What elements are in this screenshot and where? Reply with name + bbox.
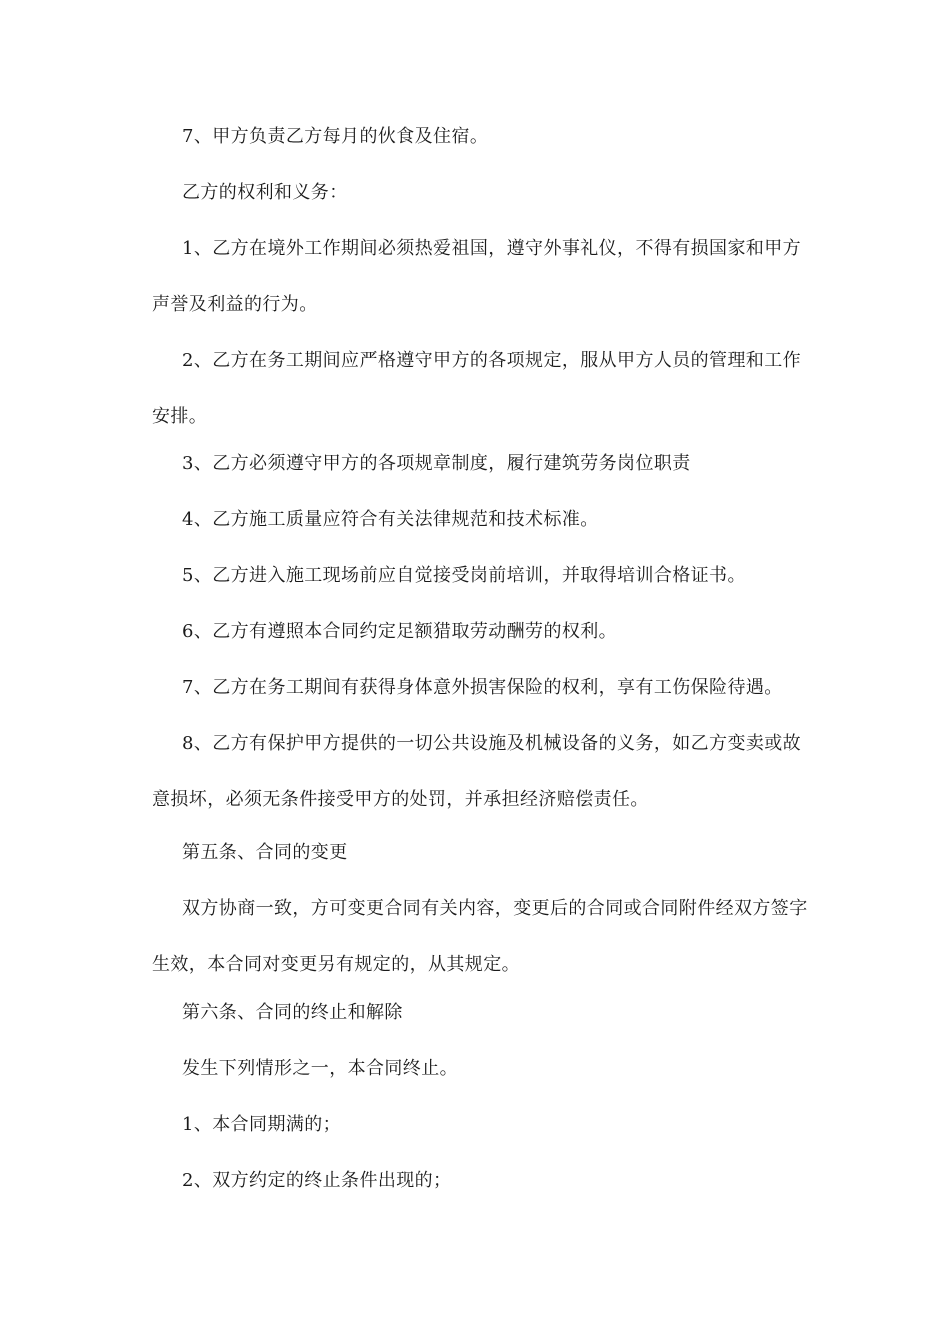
paragraph: 2、乙方在务工期间应严格遵守甲方的各项规定，服从甲方人员的管理和工作安排。: [152, 350, 802, 427]
section-heading: 第六条、合同的终止和解除: [182, 1002, 403, 1023]
paragraph: 8、乙方有保护甲方提供的一切公共设施及机械设备的义务，如乙方变卖或故意损坏，必须无条件接受甲方的处罚，并承担经济赔偿责任。: [152, 733, 802, 810]
section-heading: 第五条、合同的变更: [182, 842, 348, 863]
paragraph: 5、乙方进入施工现场前应自觉接受岗前培训，并取得培训合格证书。: [182, 565, 746, 586]
paragraph: 4、乙方施工质量应符合有关法律规范和技术标准。: [182, 509, 599, 530]
paragraph: 7、乙方在务工期间有获得身体意外损害保险的权利，享有工伤保险待遇。: [182, 677, 783, 698]
paragraph: 1、本合同期满的；: [182, 1114, 342, 1135]
paragraph: 双方协商一致，方可变更合同有关内容，变更后的合同或合同附件经双方签字生效，本合同对变更另有规定的，从其规定。: [152, 898, 808, 975]
paragraph: 3、乙方必须遵守甲方的各项规章制度，履行建筑劳务岗位职责: [182, 453, 691, 474]
paragraph: 7、甲方负责乙方每月的伙食及住宿。: [182, 126, 489, 147]
paragraph: 1、乙方在境外工作期间必须热爱祖国，遵守外事礼仪，不得有损国家和甲方声誉及利益的行为。: [152, 238, 802, 315]
paragraph: 6、乙方有遵照本合同约定足额猎取劳动酬劳的权利。: [182, 621, 618, 642]
paragraph: 2、双方约定的终止条件出现的；: [182, 1170, 452, 1191]
paragraph: 乙方的权利和义务：: [182, 182, 348, 203]
paragraph: 发生下列情形之一，本合同终止。: [182, 1058, 458, 1079]
